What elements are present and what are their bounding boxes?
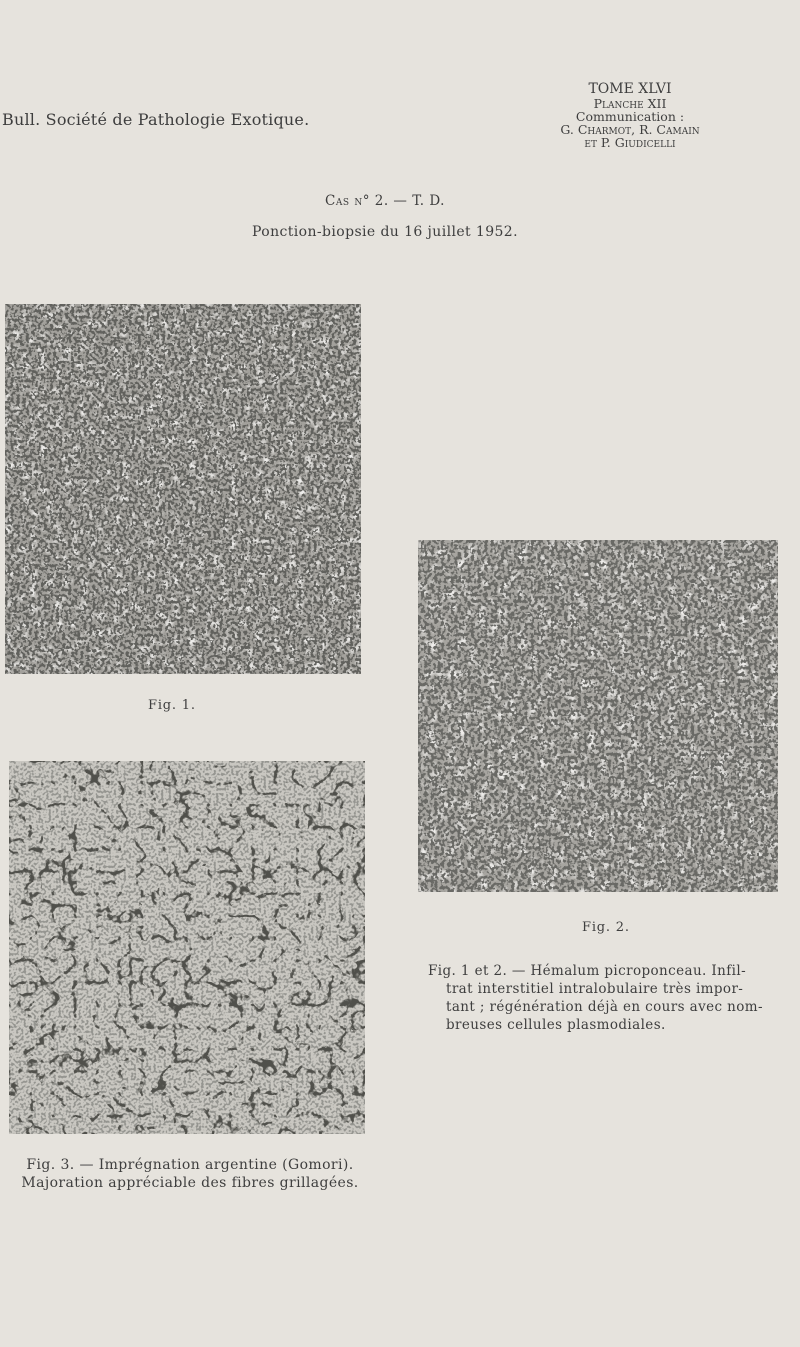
- legend3-line-1: Fig. 3. — Imprégnation argentine (Gomori).: [26, 1157, 354, 1173]
- micrograph-fig-3: [9, 761, 365, 1134]
- authors-line-2: et P. Giudicelli: [584, 135, 676, 150]
- tome-number: TOME XLVI: [588, 81, 672, 97]
- plate-reference: [510, 82, 750, 149]
- micrograph-fig-2-image: [418, 540, 778, 892]
- legend3-line-2: Majoration appréciable des fibres grillagées.: [21, 1175, 359, 1191]
- authors-line-1: G. Charmot, R. Camain: [560, 122, 700, 137]
- case-subtitle: Ponction-biopsie du 16 juillet 1952.: [252, 224, 518, 240]
- figure-2-label: Fig. 2.: [582, 920, 630, 935]
- plate-number: Planche XII: [593, 96, 667, 111]
- micrograph-fig-2: [418, 540, 778, 892]
- legend-figure-3: [0, 1156, 380, 1192]
- legend-line-2: trat interstitiel intralobulaire très impor-: [446, 981, 744, 997]
- journal-title: Bull. Société de Pathologie Exotique.: [2, 110, 310, 129]
- legend-line-1: Fig. 1 et 2. — Hémalum picroponceau. Infil-: [428, 963, 747, 979]
- communication-label: Communication :: [575, 109, 685, 124]
- micrograph-fig-1-image: [5, 304, 361, 674]
- micrograph-fig-3-image: [9, 761, 365, 1134]
- case-title: Cas n° 2. — T. D.: [325, 193, 445, 209]
- legend-line-3: tant ; régénération déjà en cours avec nom-: [446, 999, 763, 1015]
- legend-figures-1-2: [428, 962, 780, 1034]
- micrograph-fig-1: [5, 304, 361, 674]
- legend-line-4: breuses cellules plasmodiales.: [446, 1017, 666, 1033]
- figure-1-label: Fig. 1.: [148, 698, 196, 713]
